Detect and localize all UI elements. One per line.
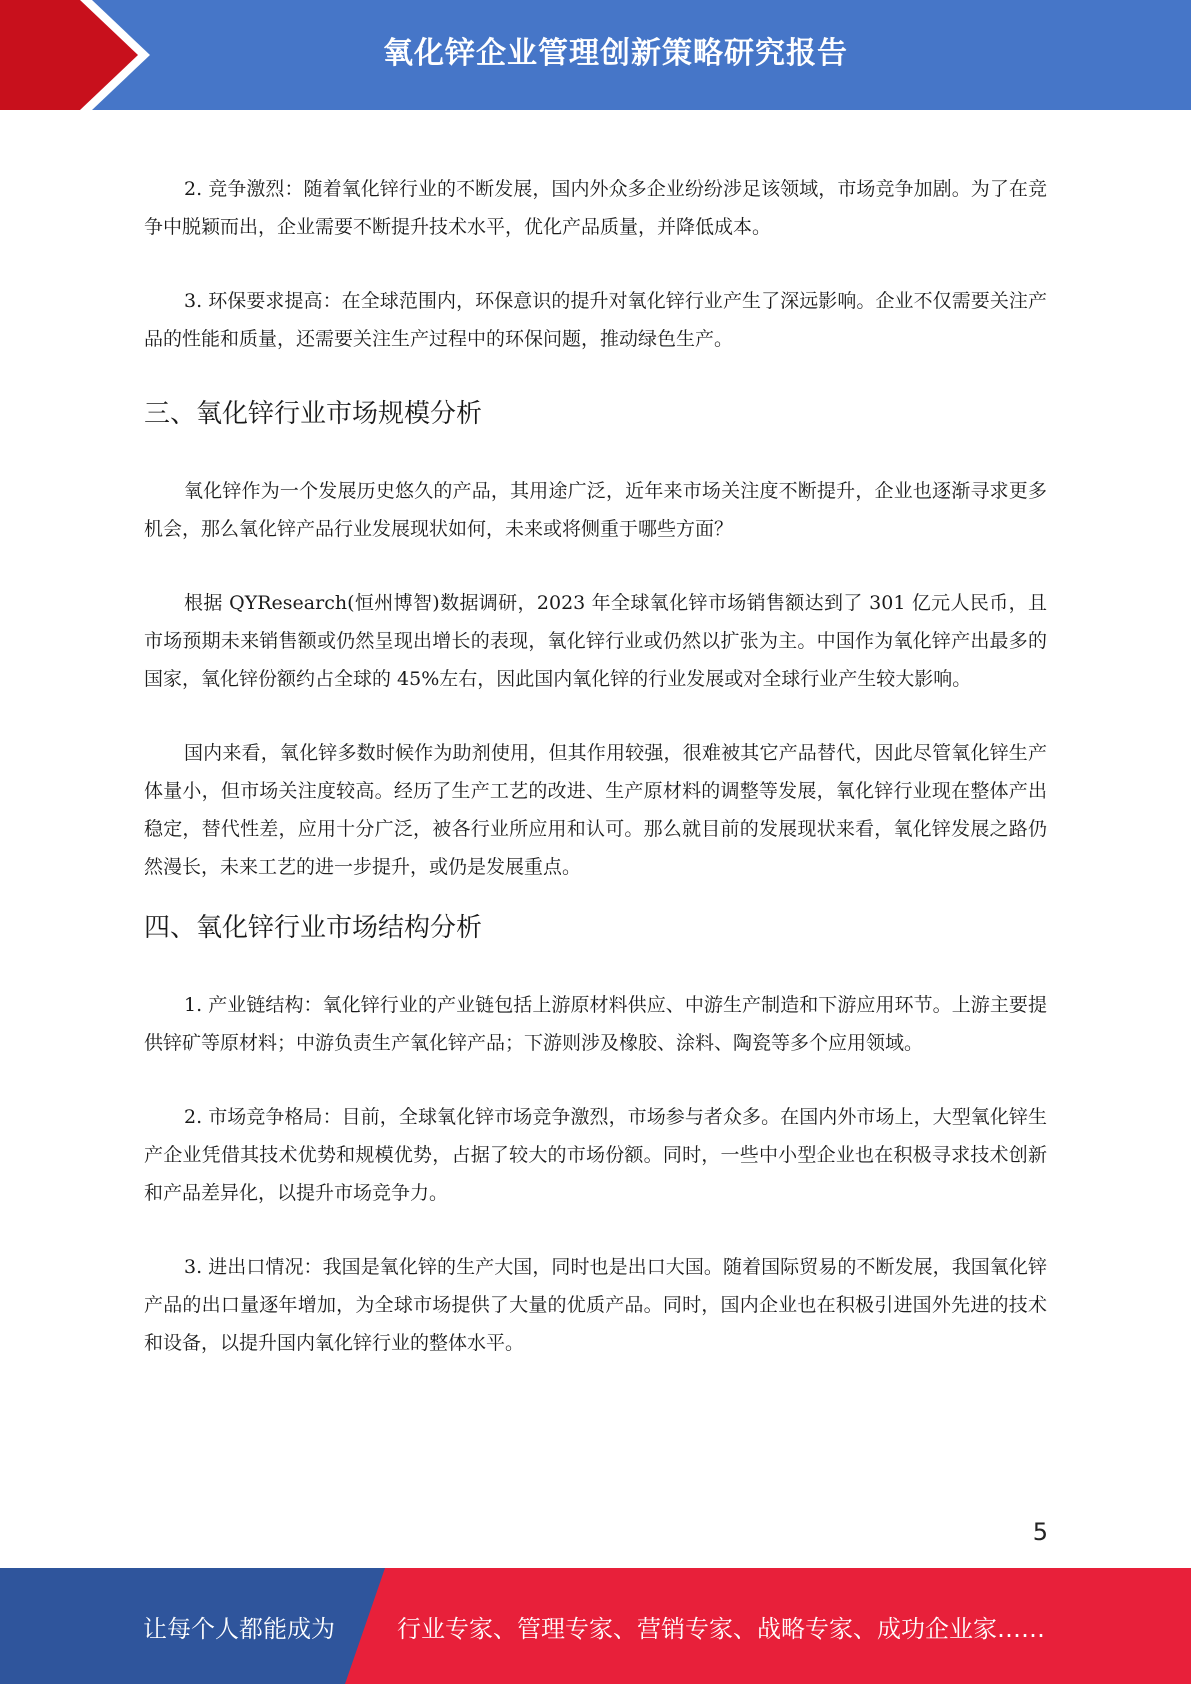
section-title-market-size: 三、氧化锌行业市场规模分析 [144, 399, 483, 429]
paragraph-domestic: 国内来看，氧化锌多数时候作为助剂使用，但其作用较强，很难被其它产品替代，因此尽管氧化锌生产体量小，但市场关注度较高。经历了生产工艺的改进、生产原材料的调整等发展，氧化锌行业现在整体产出稳定，替代性差，应用十分广泛，被各行业所应用和认可。那么就目前的发展现状来看，氧化锌发展之路仍然漫长，未来工艺的进一步提升，或仍是发展重点。 [144, 742, 1047, 878]
footer-slogan-right: 行业专家、管理专家、营销专家、战略专家、成功企业家…… [397, 1614, 1045, 1643]
paragraph-industry-chain: 1. 产业链结构：氧化锌行业的产业链包括上游原材料供应、中游生产制造和下游应用环节。上游主要提供锌矿等原材料；中游负责生产氧化锌产品；下游则涉及橡胶、涂料、陶瓷等多个应用领域。 [144, 994, 1047, 1054]
paragraph-environment: 3. 环保要求提高：在全球范围内，环保意识的提升对氧化锌行业产生了深远影响。企业不仅需要关注产品的性能和质量，还需要关注生产过程中的环保问题，推动绿色生产。 [144, 290, 1047, 350]
section-title-market-structure: 四、氧化锌行业市场结构分析 [144, 913, 483, 943]
paragraph-import-export: 3. 进出口情况：我国是氧化锌的生产大国，同时也是出口大国。随着国际贸易的不断发展，我国氧化锌产品的出口量逐年增加，为全球市场提供了大量的优质产品。同时，国内企业也在积极引进国外先进的技术和设备，以提升国内氧化锌行业的整体水平。 [144, 1256, 1047, 1354]
header-title: 氧化锌企业管理创新策略研究报告 [383, 36, 848, 71]
paragraph-competition-pattern: 2. 市场竞争格局：目前，全球氧化锌市场竞争激烈，市场参与者众多。在国内外市场上，大型氧化锌生产企业凭借其技术优势和规模优势，占据了较大的市场份额。同时，一些中小型企业也在积极寻求技术创新和产品差异化，以提升市场竞争力。 [144, 1106, 1047, 1204]
paragraph-market-data: 根据 QYResearch(恒州博智)数据调研，2023 年全球氧化锌市场销售额达到了 301 亿元人民币，且市场预期未来销售额或仍然呈现出增长的表现，氧化锌行业或仍然以扩张为主。中国作为氧化锌产出最多的国家，氧化锌份额约占全球的 45%左右，因此国内氧化锌的行业发展或对全球行业产生较大影响。 [144, 592, 1047, 690]
document-body [144, 170, 1047, 1398]
paragraph-market-intro: 氧化锌作为一个发展历史悠久的产品，其用途广泛，近年来市场关注度不断提升，企业也逐渐寻求更多机会，那么氧化锌产品行业发展现状如何，未来或将侧重于哪些方面？ [144, 480, 1047, 540]
paragraph-competition: 2. 竞争激烈：随着氧化锌行业的不断发展，国内外众多企业纷纷涉足该领域，市场竞争加剧。为了在竞争中脱颖而出，企业需要不断提升技术水平，优化产品质量，并降低成本。 [144, 178, 1047, 238]
footer-slogan-left: 让每个人都能成为 [143, 1614, 335, 1643]
page-footer [0, 1568, 1191, 1684]
page-header [0, 0, 1191, 110]
page-number: 5 [1032, 1518, 1048, 1546]
